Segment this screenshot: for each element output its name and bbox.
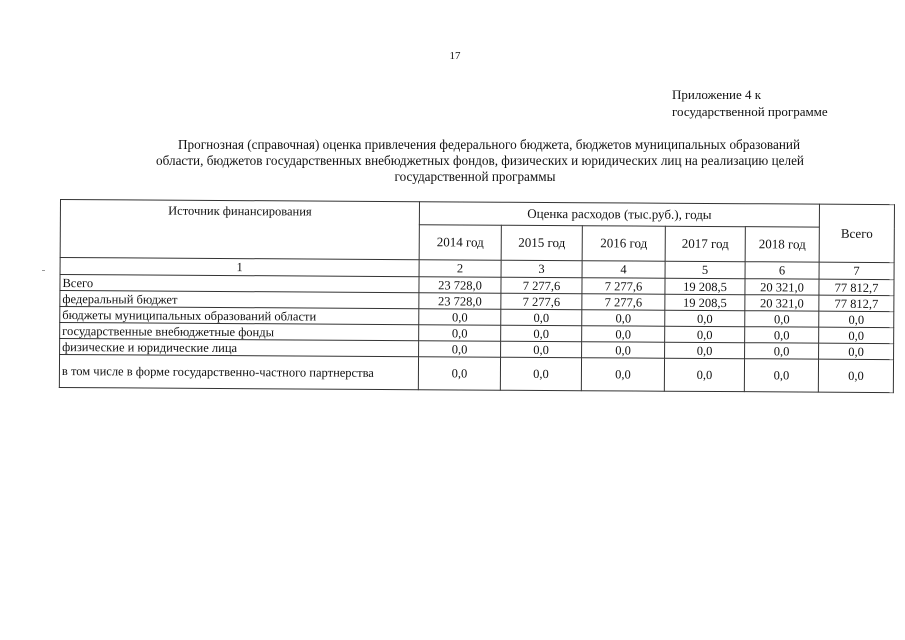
cell-value: 0,0	[419, 325, 501, 342]
cell-value: 0,0	[665, 342, 745, 358]
row-source: государственные внебюджетные фонды	[60, 323, 419, 341]
row-source: в том числе в форме государственно-частного партнерства	[59, 355, 418, 390]
cell-value: 7 277,6	[501, 293, 582, 309]
cell-value: 0,0	[419, 309, 501, 326]
cell-value: 0,0	[665, 310, 745, 326]
cell-value: 0,0	[745, 311, 819, 327]
cell-value: 0,0	[501, 325, 582, 341]
column-index: 6	[745, 262, 819, 279]
cell-value: 0,0	[501, 309, 582, 325]
title-line-3: государственной программы	[394, 169, 556, 184]
cell-total: 77 812,7	[819, 295, 894, 311]
row-source: бюджеты муниципальных образований области	[60, 307, 419, 325]
appendix-note	[672, 86, 828, 120]
column-index: 3	[501, 260, 582, 277]
financing-table	[59, 199, 895, 393]
column-index: 7	[819, 262, 894, 279]
header-source: Источник финансирования	[60, 200, 419, 260]
header-row-1	[60, 200, 894, 228]
title-line-2: области, бюджетов государственных внебюджетных фондов, физических и юридических лиц на реализацию целей	[156, 153, 804, 168]
cell-value: 0,0	[665, 326, 745, 342]
cell-value: 7 277,6	[582, 278, 665, 295]
cell-total: 0,0	[819, 311, 894, 327]
column-index: 5	[665, 261, 745, 278]
cell-value: 0,0	[419, 341, 501, 358]
page-number: 17	[449, 50, 461, 62]
appendix-line-1: Приложение 4 к	[672, 87, 762, 102]
cell-value: 0,0	[745, 327, 819, 343]
column-index: 1	[60, 258, 419, 277]
cell-value: 20 321,0	[745, 279, 819, 295]
cell-value: 19 208,5	[665, 294, 745, 310]
header-year: 2017 год	[665, 226, 745, 261]
cell-total: 0,0	[819, 343, 894, 359]
cell-total: 0,0	[818, 359, 893, 392]
cell-value: 0,0	[744, 359, 818, 392]
cell-value: 0,0	[501, 341, 582, 357]
header-total: Всего	[819, 204, 894, 262]
cell-total: 0,0	[819, 327, 894, 343]
column-index: 4	[582, 261, 665, 279]
cell-value: 0,0	[500, 357, 581, 390]
cell-value: 0,0	[582, 326, 665, 343]
row-source: физические и юридические лица	[60, 339, 419, 357]
table-row	[59, 355, 893, 393]
cell-value: 0,0	[418, 357, 500, 391]
header-year: 2015 год	[501, 225, 582, 260]
row-source: Всего	[60, 275, 419, 293]
title-line-1: Прогнозная (справочная) оценка привлечения федерального бюджета, бюджетов муниципальных образований	[177, 137, 801, 152]
header-expense-group: Оценка расходов (тыс.руб.), годы	[419, 202, 819, 227]
cell-value: 20 321,0	[745, 295, 819, 311]
cell-value: 23 728,0	[419, 293, 501, 310]
cell-value: 0,0	[664, 358, 744, 391]
cell-total: 77 812,7	[819, 279, 894, 295]
document-title	[60, 137, 890, 185]
cell-value: 23 728,0	[419, 277, 501, 294]
appendix-line-2: государственной программе	[672, 104, 828, 119]
cell-value: 0,0	[745, 343, 819, 359]
cell-value: 0,0	[582, 342, 665, 359]
cell-value: 19 208,5	[665, 278, 745, 294]
scan-mark	[42, 270, 45, 271]
row-source: федеральный бюджет	[60, 291, 419, 309]
header-year: 2016 год	[582, 226, 665, 262]
cell-value: 7 277,6	[582, 294, 665, 311]
cell-value: 0,0	[582, 310, 665, 327]
header-year: 2018 год	[745, 227, 819, 262]
header-year: 2014 год	[419, 225, 501, 261]
cell-value: 7 277,6	[501, 277, 582, 293]
column-index: 2	[419, 260, 501, 278]
cell-value: 0,0	[581, 358, 664, 392]
